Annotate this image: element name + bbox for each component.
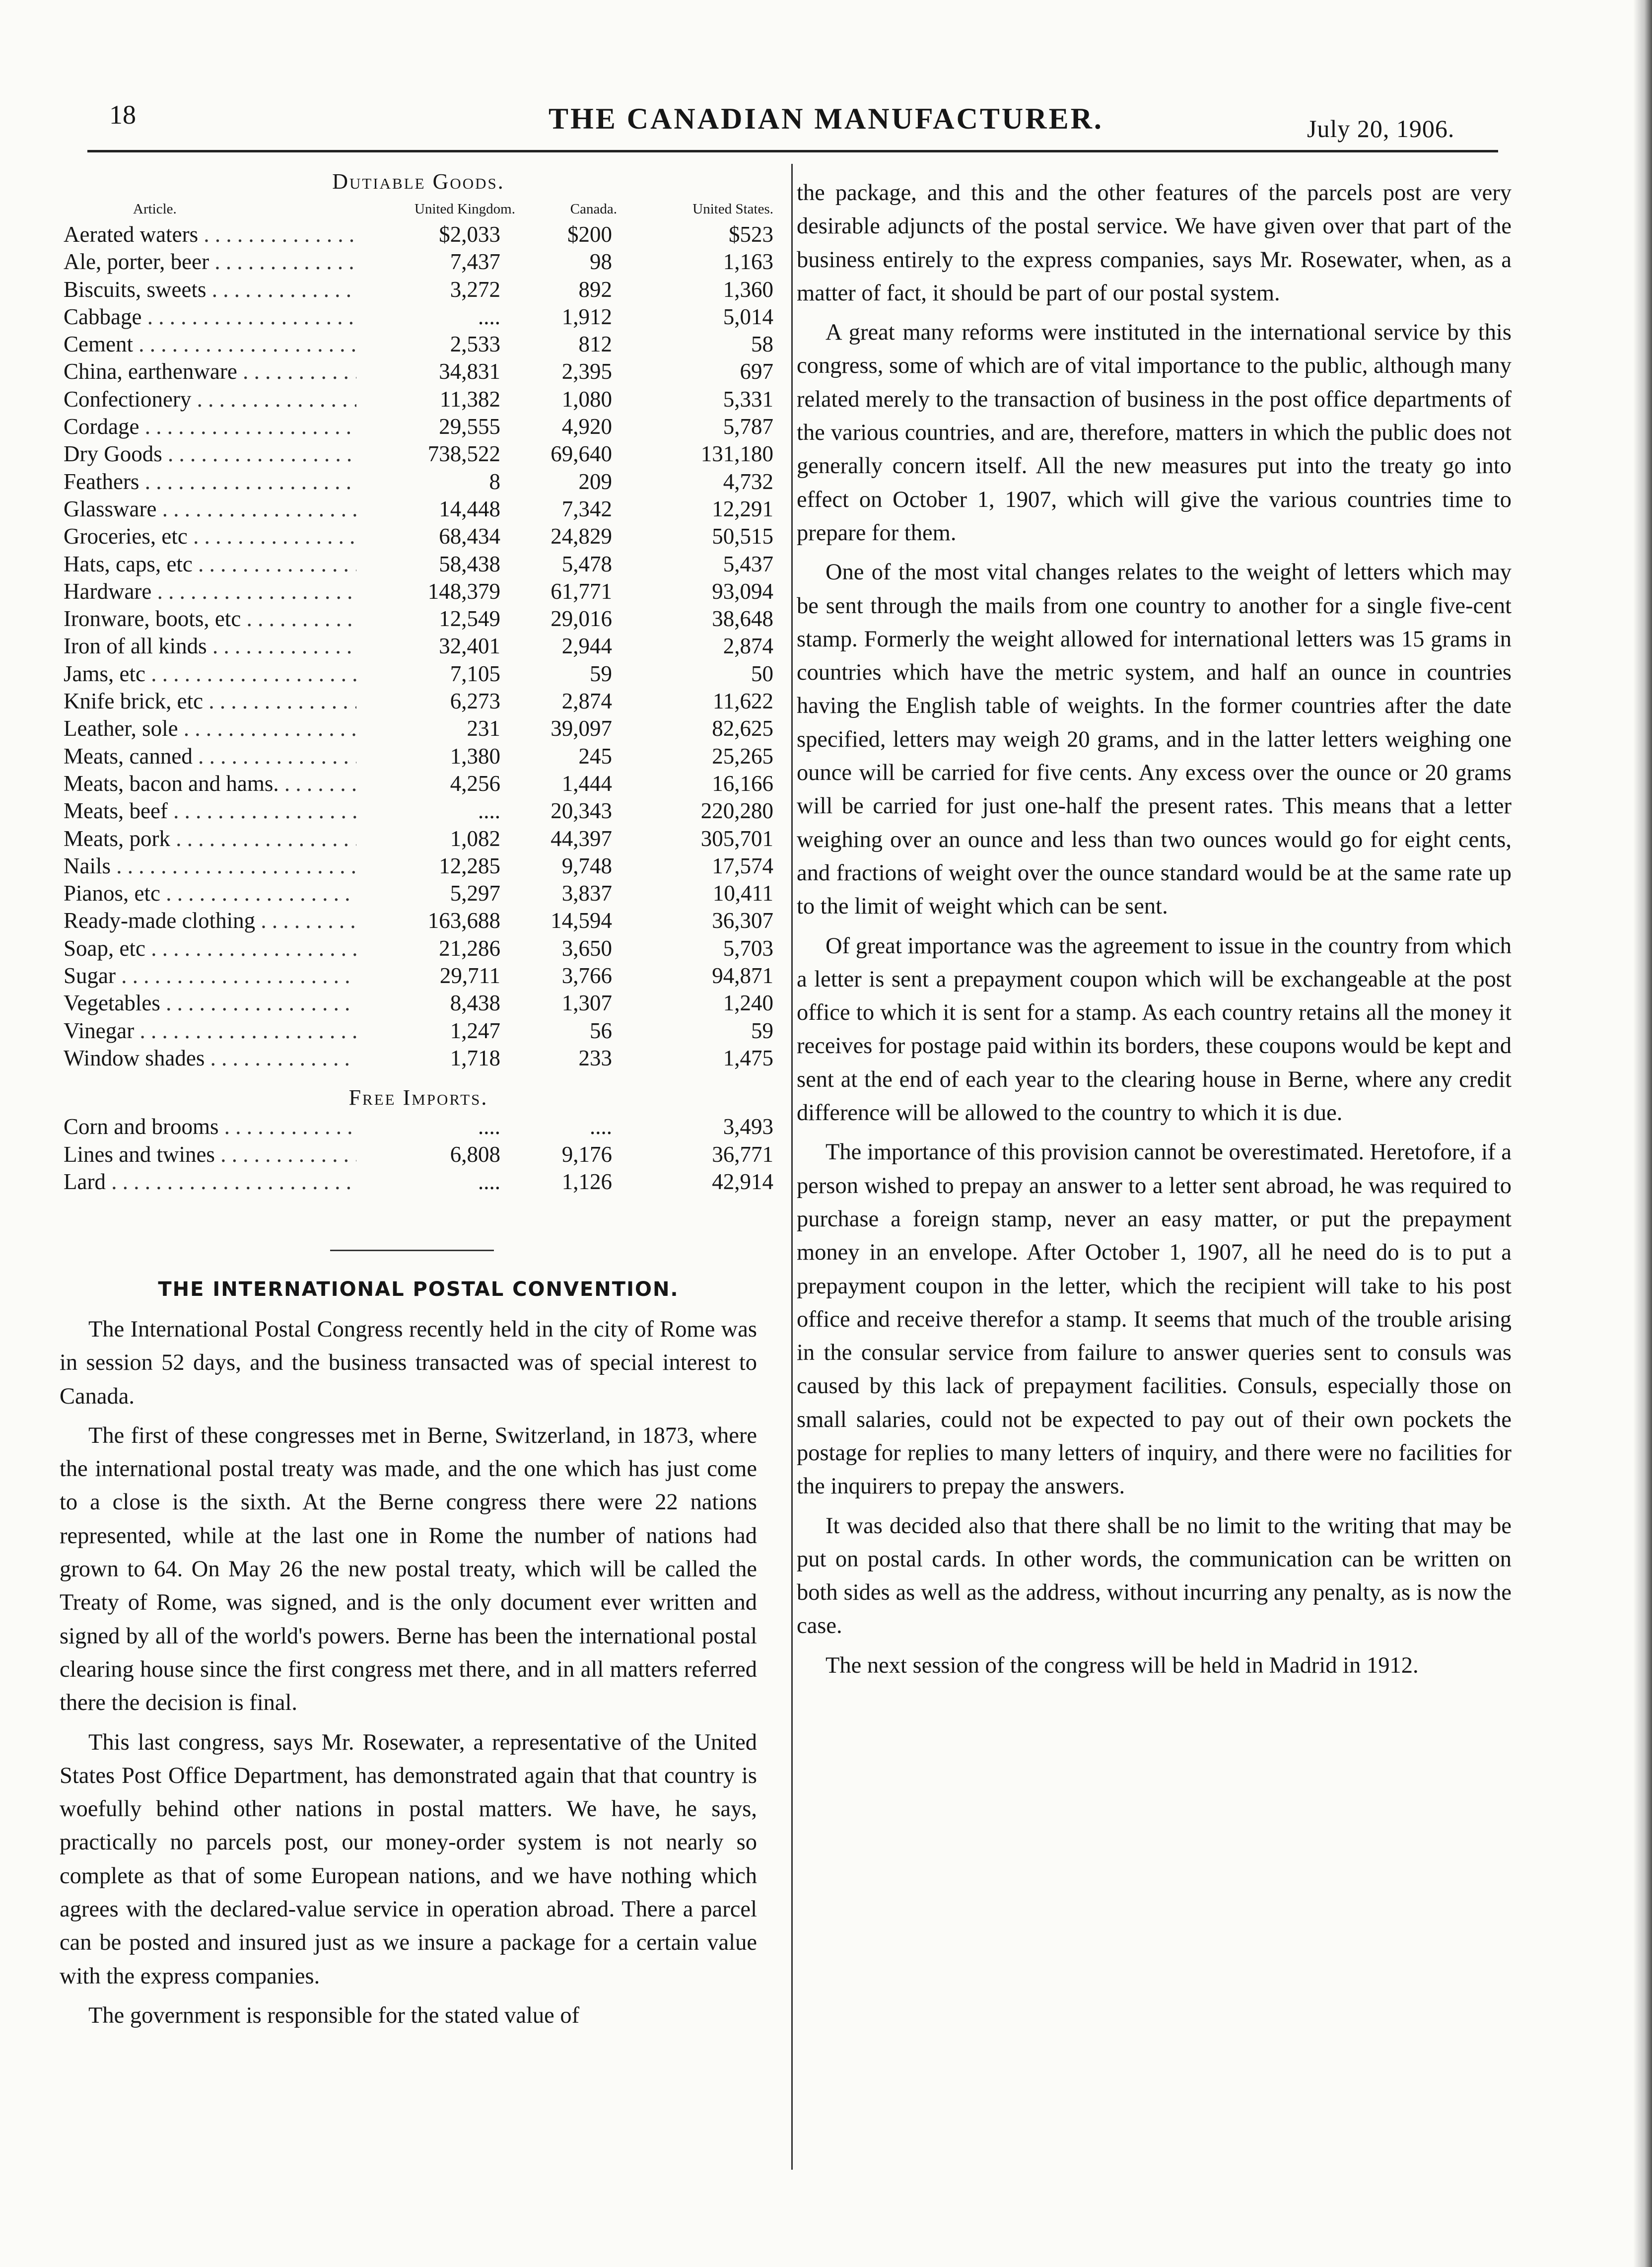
dutiable-goods-caption: Dutiable Goods. bbox=[332, 169, 505, 194]
table-row bbox=[64, 331, 773, 358]
article-cell: China, earthenware . . . bbox=[64, 358, 356, 385]
article-cell: Nails . . . bbox=[64, 852, 356, 880]
united-kingdom-cell: 12,285 bbox=[439, 853, 500, 878]
publication-title: THE CANADIAN MANUFACTURER. bbox=[549, 102, 1103, 135]
paragraph: This last congress, says Mr. Rosewater, a representative of the United States Post Office Department, has demonstrated again that that country is woefully behind other nations in postal matters. We have, he says, practically no parcels post, our money-order system is not nearly so complete as that of some European nations, and we have nothing which agrees with the declared-value service in operation abroad. There a parcel can be posted and insured just as we insure a package for a certain value with the express companies. bbox=[60, 1729, 757, 1989]
canada-cell: 20,343 bbox=[551, 798, 612, 824]
canada-cell: 4,920 bbox=[561, 414, 612, 439]
united-kingdom-cell: 1,082 bbox=[450, 826, 500, 851]
table-row bbox=[64, 907, 773, 934]
canada-cell: 5,478 bbox=[561, 551, 612, 576]
article-cell: Meats, bacon and hams. . . . bbox=[64, 770, 356, 797]
table-row bbox=[64, 523, 773, 550]
united-states-cell: 17,574 bbox=[712, 853, 773, 878]
canada-cell: $200 bbox=[567, 222, 612, 247]
united-states-cell: 25,265 bbox=[712, 743, 773, 769]
united-states-cell: 3,493 bbox=[723, 1114, 773, 1139]
united-kingdom-cell: 21,286 bbox=[439, 935, 500, 961]
article-cell: Jams, etc . . . bbox=[64, 660, 356, 688]
article-column-left bbox=[60, 1313, 757, 2038]
table-row bbox=[64, 605, 773, 633]
paragraph-continuation: the package, and this and the other features of the parcels post are very desirable adjuncts of the postal service. We have given over that part of the business entirely to the express companies, says Mr. Rosewater, when, as a matter of fact, it should be part of our postal system. bbox=[797, 180, 1512, 306]
canada-cell: 2,395 bbox=[561, 359, 612, 384]
united-states-cell: 1,475 bbox=[723, 1045, 773, 1070]
united-states-cell: 12,291 bbox=[712, 496, 773, 521]
table-row bbox=[64, 1017, 773, 1045]
united-kingdom-cell: .... bbox=[478, 1114, 500, 1139]
united-states-cell: 697 bbox=[740, 359, 773, 384]
article-cell: Groceries, etc . . . bbox=[64, 523, 356, 550]
united-kingdom-cell: 12,549 bbox=[439, 606, 500, 632]
paragraph: The International Postal Congress recently held in the city of Rome was in session 52 days, and the business transacted was of special interest to Canada. bbox=[60, 1317, 757, 1409]
united-kingdom-cell: 7,105 bbox=[450, 661, 500, 686]
paragraph: The government is responsible for the stated value of bbox=[88, 2002, 580, 2028]
united-kingdom-cell: 8,438 bbox=[450, 991, 500, 1016]
canada-cell: 812 bbox=[578, 332, 612, 357]
canada-cell: 1,080 bbox=[561, 386, 612, 412]
united-kingdom-cell: 6,273 bbox=[450, 689, 500, 714]
united-kingdom-cell: 6,808 bbox=[450, 1141, 500, 1167]
paragraph: Of great importance was the agreement to issue in the country from which a letter is sent a prepayment coupon which will be exchangeable at the post office to which it is sent for a stamp. As each country retains all the money it receives for postage paid within its borders, these coupons would be kept and sent at the end of each year to the clearing house in Berne, where any credit difference will be allowed to the country to which it is due. bbox=[797, 933, 1512, 1126]
table-row bbox=[64, 276, 773, 303]
table-row bbox=[64, 1168, 773, 1196]
column-divider bbox=[791, 164, 793, 2170]
article-cell: Meats, pork . . . bbox=[64, 825, 356, 852]
article-cell: Pianos, etc . . . bbox=[64, 880, 356, 907]
header-rule bbox=[87, 150, 1498, 152]
canada-cell: 9,748 bbox=[561, 853, 612, 878]
article-title: THE INTERNATIONAL POSTAL CONVENTION. bbox=[158, 1278, 679, 1301]
table-row bbox=[64, 852, 773, 880]
united-kingdom-cell: 1,718 bbox=[450, 1045, 500, 1070]
canada-cell: 24,829 bbox=[551, 524, 612, 549]
canada-cell: 209 bbox=[578, 469, 612, 494]
table-row bbox=[64, 358, 773, 385]
table-row bbox=[64, 578, 773, 605]
paragraph: The first of these congresses met in Berne, Switzerland, in 1873, where the international postal treaty was made, and the one which has just come to a close is the sixth. At the Berne congress there were 22 nations represented, while at the last one in Rome the number of nations had grown to 64. On May 26 the new postal treaty, which will be called the Treaty of Rome, was signed, and is the only document ever written and signed by all of the world's powers. Berne has been the international postal clearing house since the first congress met there, and in all matters referred there the decision is final. bbox=[60, 1422, 757, 1716]
canada-cell: 59 bbox=[590, 661, 612, 686]
canada-cell: 9,176 bbox=[561, 1141, 612, 1167]
table-row bbox=[64, 880, 773, 907]
canada-cell: 3,766 bbox=[561, 963, 612, 989]
section-divider bbox=[330, 1250, 494, 1251]
united-kingdom-cell: 8 bbox=[489, 469, 500, 494]
article-cell: Vinegar . . . bbox=[64, 1017, 356, 1045]
united-states-cell: $523 bbox=[729, 222, 773, 247]
united-states-cell: 16,166 bbox=[712, 771, 773, 796]
table-row bbox=[64, 660, 773, 688]
united-kingdom-cell: 163,688 bbox=[427, 908, 500, 933]
united-kingdom-cell: 7,437 bbox=[450, 249, 500, 275]
canada-cell: 1,307 bbox=[561, 991, 612, 1016]
united-kingdom-cell: $2,033 bbox=[439, 222, 500, 247]
united-states-cell: 1,240 bbox=[723, 991, 773, 1016]
united-kingdom-cell: .... bbox=[478, 798, 500, 824]
table-row bbox=[64, 935, 773, 962]
canada-cell: 39,097 bbox=[551, 716, 612, 741]
table-row bbox=[64, 770, 773, 797]
article-cell: Cordage . . . bbox=[64, 413, 356, 440]
united-states-cell: 38,648 bbox=[712, 606, 773, 632]
article-column-right bbox=[797, 176, 1512, 1688]
table-row bbox=[64, 1141, 773, 1168]
united-kingdom-cell: 34,831 bbox=[439, 359, 500, 384]
article-cell: Hardware . . . bbox=[64, 578, 356, 605]
article-cell: Knife brick, etc . . . bbox=[64, 688, 356, 715]
united-states-cell: 59 bbox=[751, 1018, 773, 1043]
united-kingdom-cell: 32,401 bbox=[439, 634, 500, 659]
united-states-cell: 1,360 bbox=[723, 277, 773, 302]
article-cell: Ironware, boots, etc . . . bbox=[64, 605, 356, 633]
united-kingdom-cell: .... bbox=[478, 304, 500, 329]
canada-cell: .... bbox=[590, 1114, 612, 1139]
united-kingdom-cell: 2,533 bbox=[450, 332, 500, 357]
column-header-united-kingdom: United Kingdom. bbox=[414, 201, 515, 217]
article-cell: Lard . . . bbox=[64, 1168, 356, 1196]
column-header-canada: Canada. bbox=[570, 201, 617, 217]
canada-cell: 3,650 bbox=[561, 935, 612, 961]
article-cell: Cabbage . . . bbox=[64, 303, 356, 331]
column-header-united-states: United States. bbox=[692, 201, 773, 217]
united-kingdom-cell: 4,256 bbox=[450, 771, 500, 796]
united-states-cell: 50,515 bbox=[712, 524, 773, 549]
united-states-cell: 305,701 bbox=[700, 826, 773, 851]
united-states-cell: 5,014 bbox=[723, 304, 773, 329]
united-states-cell: 1,163 bbox=[723, 249, 773, 275]
table-row bbox=[64, 221, 773, 248]
article-cell: Cement . . . bbox=[64, 331, 356, 358]
canada-cell: 44,397 bbox=[551, 826, 612, 851]
table-row bbox=[64, 743, 773, 770]
free-imports-rows bbox=[64, 1113, 773, 1196]
table-row bbox=[64, 825, 773, 852]
table-row bbox=[64, 468, 773, 496]
free-imports-caption: Free Imports. bbox=[348, 1085, 488, 1110]
paragraph: The next session of the congress will be held in Madrid in 1912. bbox=[826, 1652, 1419, 1678]
article-cell: Lines and twines . . . bbox=[64, 1141, 356, 1168]
paragraph: One of the most vital changes relates to the weight of letters which may be sent through the mails from one country to another for a single five-cent stamp. Formerly the weight allowed for international letters was 15 grams in countries which have the metric system, and half an ounce in countries having the English table of weights. In the former countries after the date specified, letters may weigh 20 grams, and in the latter letters weighing one ounce will be carried for five cents. Any excess over the ounce or 20 grams will be carried for just one-half the present rates. This means that a letter weighing over an ounce and less than two ounces would go for eight cents, and fractions of weight over the ounce standard would be at the same rate up to the limit of weight which can be sent. bbox=[797, 560, 1512, 920]
canada-cell: 29,016 bbox=[551, 606, 612, 632]
table-header bbox=[64, 201, 773, 221]
table-row bbox=[64, 990, 773, 1017]
united-states-cell: 5,331 bbox=[723, 386, 773, 412]
united-states-cell: 2,874 bbox=[723, 634, 773, 659]
canada-cell: 245 bbox=[578, 743, 612, 769]
canada-cell: 98 bbox=[590, 249, 612, 275]
canada-cell: 892 bbox=[578, 277, 612, 302]
table-row bbox=[64, 386, 773, 413]
canada-cell: 1,912 bbox=[561, 304, 612, 329]
united-states-cell: 5,437 bbox=[723, 551, 773, 576]
united-kingdom-cell: 11,382 bbox=[439, 386, 500, 412]
united-kingdom-cell: 58,438 bbox=[439, 551, 500, 576]
canada-cell: 3,837 bbox=[561, 881, 612, 906]
united-kingdom-cell: 3,272 bbox=[450, 277, 500, 302]
table-row bbox=[64, 440, 773, 468]
united-kingdom-cell: 148,379 bbox=[427, 578, 500, 604]
article-cell: Window shades . . . bbox=[64, 1045, 356, 1072]
canada-cell: 7,342 bbox=[561, 496, 612, 521]
table-row bbox=[64, 715, 773, 742]
article-cell: Ready-made clothing . . . bbox=[64, 907, 356, 934]
united-states-cell: 36,307 bbox=[712, 908, 773, 933]
table-row bbox=[64, 303, 773, 331]
canada-cell: 2,944 bbox=[561, 634, 612, 659]
united-kingdom-cell: 738,522 bbox=[427, 441, 500, 467]
united-kingdom-cell: .... bbox=[478, 1169, 500, 1194]
united-states-cell: 94,871 bbox=[712, 963, 773, 989]
article-cell: Vegetables . . . bbox=[64, 990, 356, 1017]
united-states-cell: 36,771 bbox=[712, 1141, 773, 1167]
table-row bbox=[64, 962, 773, 990]
page-number: 18 bbox=[109, 100, 136, 130]
table-row bbox=[64, 413, 773, 440]
canada-cell: 14,594 bbox=[551, 908, 612, 933]
canada-cell: 233 bbox=[578, 1045, 612, 1070]
article-cell: Ale, porter, beer . . . bbox=[64, 248, 356, 276]
united-kingdom-cell: 29,555 bbox=[439, 414, 500, 439]
united-kingdom-cell: 5,297 bbox=[450, 881, 500, 906]
canada-cell: 61,771 bbox=[551, 578, 612, 604]
table-row bbox=[64, 633, 773, 660]
article-cell: Soap, etc . . . bbox=[64, 935, 356, 962]
table-row bbox=[64, 688, 773, 715]
article-cell: Dry Goods . . . bbox=[64, 440, 356, 468]
united-kingdom-cell: 1,247 bbox=[450, 1018, 500, 1043]
united-states-cell: 131,180 bbox=[700, 441, 773, 467]
table-row bbox=[64, 551, 773, 578]
united-states-cell: 58 bbox=[751, 332, 773, 357]
paragraph: A great many reforms were instituted in the international service by this congress, some of which are of vital importance to the public, although many related merely to the transaction of business in the post office departments of the various countries, and are, therefore, matters in which the public does not generally concern itself. All the new measures put into the treaty go into effect on October 1, 1907, which will give the various countries time to prepare for them. bbox=[797, 320, 1512, 546]
united-states-cell: 5,703 bbox=[723, 935, 773, 961]
united-kingdom-cell: 231 bbox=[467, 716, 500, 741]
united-states-cell: 10,411 bbox=[712, 881, 773, 906]
canada-cell: 1,126 bbox=[561, 1169, 612, 1194]
column-header-article: Article. bbox=[133, 201, 177, 217]
paragraph: The importance of this provision cannot be overestimated. Heretofore, if a person wished to prepay an answer to a letter sent abroad, he was required to purchase a foreign stamp, never an easy matter, or put the prepayment money in an envelope. After October 1, 1907, all he need do is to put a prepayment coupon in the letter, which the recipient will take to his post office and receive therefor a stamp. It seems that much of the trouble arising in the consular service from failure to answer queries sent to consuls was caused by this lack of prepayment facilities. Consuls, especially those on small salaries, could not be expected to pay out of their own pockets the postage for replies to many letters of inquiry, and there were no facilities for the inquirers to prepay the answers. bbox=[797, 1139, 1512, 1499]
united-states-cell: 82,625 bbox=[712, 716, 773, 741]
article-cell: Meats, canned . . . bbox=[64, 743, 356, 770]
article-cell: Glassware . . . bbox=[64, 496, 356, 523]
table-row bbox=[64, 797, 773, 825]
article-cell: Iron of all kinds . . . bbox=[64, 633, 356, 660]
united-states-cell: 50 bbox=[751, 661, 773, 686]
canada-cell: 1,444 bbox=[561, 771, 612, 796]
canada-cell: 56 bbox=[590, 1018, 612, 1043]
united-kingdom-cell: 1,380 bbox=[450, 743, 500, 769]
table-row bbox=[64, 496, 773, 523]
united-states-cell: 11,622 bbox=[712, 689, 773, 714]
article-cell: Sugar . . . bbox=[64, 962, 356, 990]
table-row bbox=[64, 248, 773, 276]
article-cell: Leather, sole . . . bbox=[64, 715, 356, 742]
article-cell: Feathers . . . bbox=[64, 468, 356, 496]
article-cell: Aerated waters . . . bbox=[64, 221, 356, 248]
dutiable-goods-rows bbox=[64, 221, 773, 1072]
article-cell: Confectionery . . . bbox=[64, 386, 356, 413]
page-binding-edge bbox=[1633, 0, 1652, 2267]
united-states-cell: 220,280 bbox=[700, 798, 773, 824]
import-table bbox=[64, 169, 773, 1196]
article-cell: Corn and brooms . . . bbox=[64, 1113, 356, 1140]
united-kingdom-cell: 14,448 bbox=[439, 496, 500, 521]
article-cell: Hats, caps, etc . . . bbox=[64, 551, 356, 578]
united-kingdom-cell: 68,434 bbox=[439, 524, 500, 549]
table-row bbox=[64, 1113, 773, 1140]
canada-cell: 2,874 bbox=[561, 689, 612, 714]
issue-date: July 20, 1906. bbox=[1307, 115, 1455, 142]
table-row bbox=[64, 1045, 773, 1072]
article-cell: Biscuits, sweets . . . bbox=[64, 276, 356, 303]
united-kingdom-cell: 29,711 bbox=[439, 963, 500, 989]
article-cell: Meats, beef . . . bbox=[64, 797, 356, 825]
united-states-cell: 42,914 bbox=[712, 1169, 773, 1194]
paragraph: It was decided also that there shall be no limit to the writing that may be put on postal cards. In other words, the communication can be written on both sides as well as the address, without incurring any penalty, as is now the case. bbox=[797, 1513, 1512, 1639]
united-states-cell: 5,787 bbox=[723, 414, 773, 439]
united-states-cell: 4,732 bbox=[723, 469, 773, 494]
canada-cell: 69,640 bbox=[551, 441, 612, 467]
united-states-cell: 93,094 bbox=[712, 578, 773, 604]
